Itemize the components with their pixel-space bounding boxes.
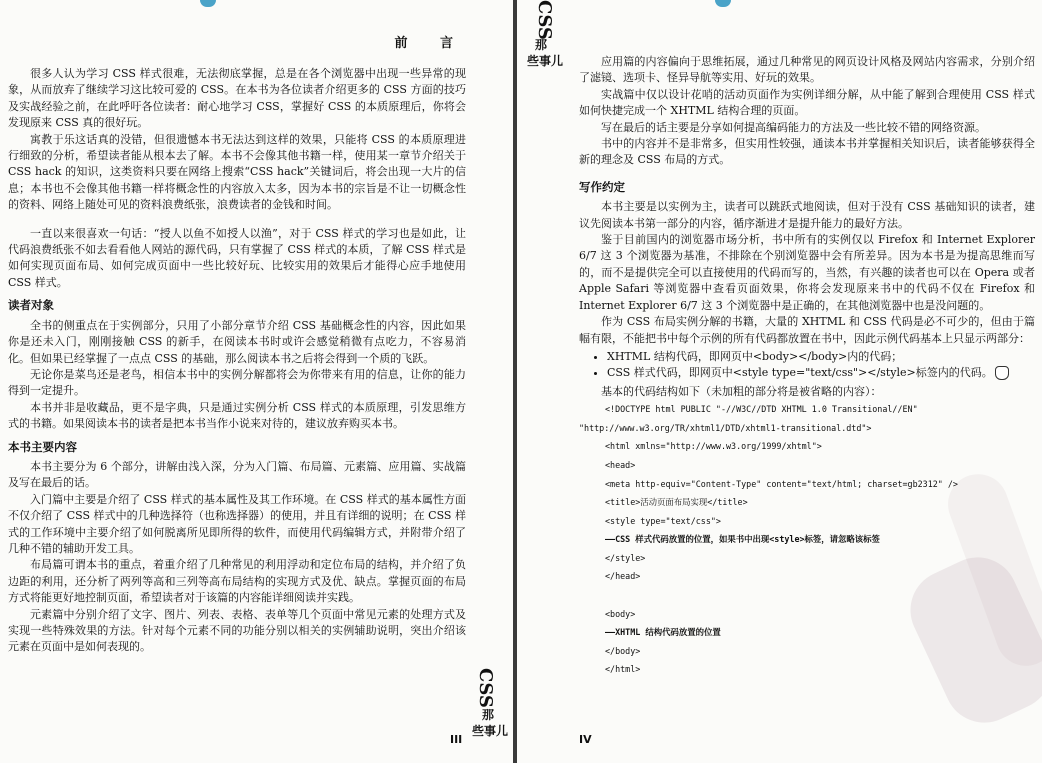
- hand-cursor-icon: [995, 366, 1009, 380]
- section-heading-conventions: 写作约定: [579, 179, 625, 194]
- code-line: <title>活动页面布局实现</title>: [605, 497, 748, 508]
- code-line: <html xmlns="http://www.w3.org/1999/xhtml">: [605, 441, 822, 452]
- paragraph: 布局篇可谓本书的重点，着重介绍了几种常见的利用浮动和定位布局的结构，并介绍了负边距的利用，还分析了两列等高和三列等高布局结构的实现方式及优、缺点。掌握页面的布局方式将能更好地控制页面，希望读者对于该篇的内容能详细阅读并实践。: [8, 558, 466, 605]
- right-page: [517, 0, 1042, 763]
- code-line: <meta http-equiv="Content-Type" content="text/html; charset=gb2312" />: [605, 478, 958, 489]
- code-line: <head>: [605, 459, 636, 470]
- paragraph: 本书并非是收藏品，更不是字典，只是通过实例分析 CSS 样式的本质原理，引发思维方式的书籍。如果阅读本书的读者是把本书当作小说来对待的，建议放弃购买本书。: [8, 400, 466, 431]
- paragraph: 本书主要是以实例为主，读者可以跳跃式地阅读，但对于没有 CSS 基础知识的读者，建议先阅读本书第一部分的内容，循序渐进才是提升能力的最好方法。: [579, 200, 1035, 230]
- list-item: [607, 365, 1035, 381]
- right-page-body: [579, 54, 1035, 679]
- code-line: ——XHTML 结构代码放置的位置: [605, 627, 721, 638]
- paragraph: 入门篇中主要是介绍了 CSS 样式的基本属性及其工作环境。在 CSS 样式的基本属性方面不仅介绍了 CSS 样式中的几种选择符（也称选择器）的使用，并且有详细的说明；在 CSS 样式的工作环境中主要介绍了如何脱离所见即所得的软件，而使用代码编辑方式，并附带介绍了几种不错的辅助开发工具。: [8, 492, 466, 555]
- code-line: "http://www.w3.org/TR/xhtml1/DTD/xhtml1-transitional.dtd">: [579, 422, 872, 433]
- paragraph: 基本的代码结构如下（未加粗的部分将是被省略的内容）：: [601, 384, 882, 398]
- brand-css: CSS: [475, 668, 496, 708]
- paragraph: 无论你是菜鸟还是老鸟，相信本书中的实例分解都将会为你带来有用的信息，让你的能力得到一定提升。: [8, 367, 466, 398]
- code-line: </html>: [605, 664, 641, 675]
- list-item: • XHTML 结构代码，即网页中<body></body>内的代码；: [607, 349, 1035, 365]
- brand-na: 那: [535, 38, 548, 52]
- publisher-logo-icon: [200, 0, 216, 7]
- section-heading-readers: 读者对象: [8, 298, 54, 313]
- code-line: </body>: [605, 645, 641, 656]
- paragraph: 寓教于乐这话真的没错，但很遗憾本书无法达到这样的效果，只能将 CSS 的本质原理进行细致的分析，希望读者能从根本去了解。本书不会像其他书籍一样，使用某一章节介绍关于 CSS hack 的知识，这类资料只要在网络上搜索“CSS hack”关键词后，将会出现一大片的信息；本书也不会像其他书籍一样将概念性的内容放入太多，因为本书的宗旨是不让一切概念性的资料、网络上随处可见的资料浪费纸张，浪费读者的金钱和时间。: [8, 132, 466, 212]
- left-page-body: [8, 66, 466, 656]
- paragraph: 书中的内容并不是非常多，但实用性较强，通读本书并掌握相关知识后，读者能够获得全新的理念及 CSS 布局的方式。: [579, 137, 1035, 167]
- code-parts-list: [579, 349, 1035, 382]
- page-number: III: [450, 733, 463, 746]
- code-line: <style type="text/css">: [605, 515, 721, 526]
- paragraph: 实战篇中仅以设计花哨的活动页面作为实例详细分解，从中能了解到合理使用 CSS 样式如何快捷完成一个 XHTML 结构合理的页面。: [579, 87, 1035, 118]
- paragraph: 本书主要分为 6 个部分，讲解由浅入深，分为入门篇、布局篇、元素篇、应用篇、实战篇及写在最后的话。: [8, 459, 466, 490]
- code-line: <!DOCTYPE html PUBLIC "-//W3C//DTD XHTML 1.0 Transitional//EN": [605, 404, 918, 415]
- brand-css: CSS: [534, 0, 555, 40]
- left-page: [0, 0, 513, 763]
- brand-na: 那: [482, 708, 495, 722]
- paragraph: 写在最后的话主要是分享如何提高编码能力的方法及一些比较不错的网络资源。: [601, 120, 986, 134]
- paragraph: 一直以来很喜欢一句话：“授人以鱼不如授人以渔”，对于 CSS 样式的学习也是如此，让代码浪费纸张不如去看看他人网站的源代码，只有掌握了 CSS 样式的本质，了解 CSS 样式是如何实现页面布局、如何完成页面中一些比较好玩、比较实用的效果后才能得心应手地使用 CSS 样式。: [8, 226, 466, 289]
- paragraph: 元素篇中分别介绍了文字、图片、列表、表格、表单等几个页面中常见元素的处理方式及实现一些特殊效果的方法。针对每个元素不同的功能分别以相关的实例辅助说明，突出介绍该元素在页面中是如何表现的。: [8, 607, 466, 654]
- paragraph: 全书的侧重点在于实例部分，只用了小部分章节介绍 CSS 基础概念性的内容，因此如果你是还未入门，刚刚接触 CSS 的新手，在阅读本书时或许会感觉稍微有点吃力，不容易消化。但如果已经掌握了一点点 CSS 的基础，那么阅读本书之后将会得到一个质的飞跃。: [8, 318, 466, 365]
- code-line: </head>: [605, 571, 641, 582]
- preface-title: 前 言: [394, 36, 467, 51]
- code-sample: [579, 400, 1035, 679]
- brand-xie: 些事儿: [472, 724, 509, 738]
- publisher-logo-icon: [715, 0, 731, 7]
- page-number: IV: [579, 733, 592, 746]
- list-item-text: CSS 样式代码，即网页中<style type="text/css"></style>标签内的代码。: [607, 366, 993, 380]
- code-line: ——CSS 样式代码放置的位置，如果书中出现<style>标签，请忽略该标签: [605, 534, 880, 545]
- code-line: [579, 586, 1035, 605]
- brand-xie: 些事儿: [527, 54, 564, 68]
- code-line: </style>: [605, 552, 646, 563]
- paragraph: 作为 CSS 布局实例分解的书籍，大量的 XHTML 和 CSS 代码是必不可少的，但由于篇幅有限，不能把书中每个示例的所有代码都放置在书中，因此示例代码基本上只显示两部分：: [579, 315, 1035, 345]
- section-heading-contents: 本书主要内容: [8, 439, 77, 454]
- paragraph: 应用篇的内容偏向于思维拓展，通过几种常见的网页设计风格及网站内容需求，分别介绍了滤镜、选项卡、怪异导航等实用、好玩的效果。: [579, 55, 1035, 85]
- paragraph: 很多人认为学习 CSS 样式很难，无法彻底掌握，总是在各个浏览器中出现一些异常的现象，从而放弃了继续学习这比较可爱的 CSS。在本书为各位读者介绍更多的 CSS 方面的技巧及实战经验之前，在此呼吁各位读者：耐心地学习 CSS，掌握好 CSS 的本质原理后，你将会发现原来 CSS 真的很好玩。: [8, 67, 466, 130]
- paragraph: 鉴于目前国内的浏览器市场分析，书中所有的实例仅以 Firefox 和 Internet Explorer 6/7 这 3 个浏览器为基准，不排除在个别浏览器中会有所差异。因为本书是为提高思维而写的，而不是提供完全可以直接使用的代码而写的，当然，有兴趣的读者也可以在 Opera 或者 Apple Safari 等浏览器中查看页面效果，你将会发现原来书中的代码不仅在 Firefox 和 Internet Explorer 6/7 这 3 个浏览器中是正确的，在其他浏览器中也是没问题的。: [579, 233, 1035, 312]
- code-line: <body>: [605, 608, 636, 619]
